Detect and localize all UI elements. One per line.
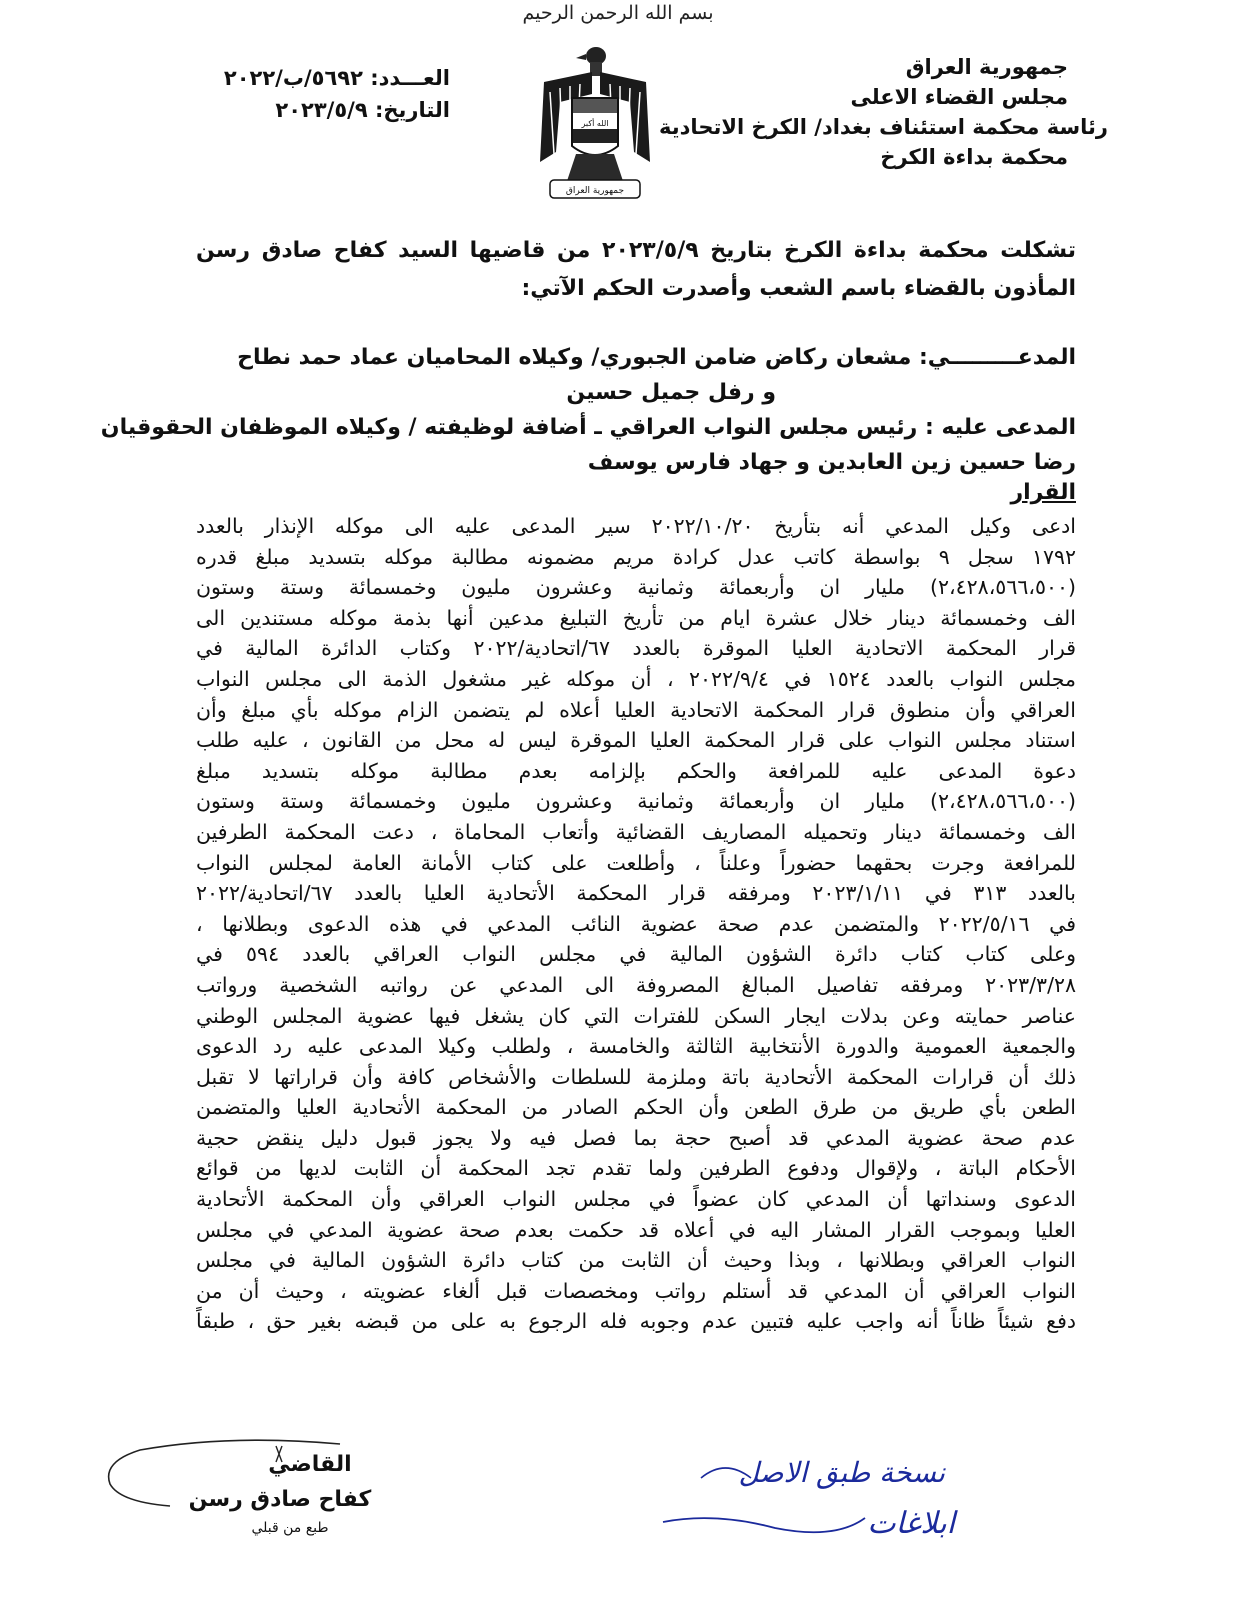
body-line: العراقي وأن منطوق قرار المحكمة الاتحادية العليا أعلاه لم يتضمن الزام موكله بأي مبلغ وأن (196, 697, 1076, 722)
judge-name: كفاح صادق رسن (188, 1487, 372, 1512)
parties-block (100, 340, 1076, 480)
body-line: استناد مجلس النواب على قرار المحكمة العليا الموقرة ليس له محل من القانون ، عليه طلب (196, 728, 1076, 753)
body-line: مجلس النواب بالعدد ١٥٢٤ في ٢٠٢٢/٩/٤ ، أن موكله غير مشغول الذمة الى مجلس النواب (196, 666, 1076, 691)
body-line: (٢،٤٢٨،٥٦٦،٥٠٠) مليار ان وأربعمائة وثمانية وعشرون مليون وخمسمائة وستة وستون (196, 789, 1076, 814)
decision-heading: القرار (1010, 480, 1076, 505)
body-line: قرار المحكمة الاتحادية العليا الموقرة بالعدد ٦٧/اتحادية/٢٠٢٢ وكتاب الدائرة المالية في (196, 636, 1076, 661)
defendant-line-continued: رضا حسين زين العابدين و جهاد فارس يوسف (587, 450, 1076, 475)
plaintiff-line-continued: و رفل جميل حسين (566, 380, 776, 405)
letterhead-judicial-council: مجلس القضاء الاعلى (850, 85, 1068, 109)
body-line: بالعدد ٣١٣ في ٢٠٢٣/١/١١ ومرفقه قرار المحكمة الأتحادية العليا بالعدد ٦٧/اتحادية/٢٠٢٢ (196, 881, 1076, 906)
judge-signature-block (140, 1448, 420, 1538)
letterhead-republic: جمهورية العراق (905, 55, 1068, 79)
letterhead-appeal-court: رئاسة محكمة استئناف بغداد/ الكرخ الاتحادية (659, 115, 1108, 139)
emblem-caption: جمهورية العراق (565, 186, 625, 196)
handwritten-notes (655, 1448, 955, 1568)
handwritten-notifications: ابلاغات (867, 1506, 955, 1541)
plaintiff-line: المدعـــــــــي: مشعان ركاض ضامن الجبوري/ وكيلاه المحاميان عماد حمد نطاح (237, 345, 1076, 370)
typed-by-note: طبع من قبلي (251, 1520, 329, 1536)
handwriting-strokes (655, 1448, 955, 1568)
body-line: وعلى كتاب كتاب دائرة الشؤون المالية في مجلس النواب العراقي بالعدد ٥٩٤ في (196, 942, 1076, 967)
decision-body (196, 511, 1076, 1337)
svg-text:الله أكبر: الله أكبر (581, 119, 609, 128)
body-line: (٢،٤٢٨،٥٦٦،٥٠٠) مليار ان وأربعمائة وثمانية وعشرون مليون وخمسمائة وستة وستون (196, 575, 1076, 600)
body-line: ادعى وكيل المدعي أنه بتأريخ ٢٠٢٢/١٠/٢٠ سير المدعى عليه الى موكله الإنذار بالعدد (196, 514, 1076, 538)
letterhead (659, 52, 1108, 172)
body-line: العليا وبموجب القرار المشار اليه في أعلاه قد حكمت بعدم صحة عضوية المدعي في مجلس (196, 1217, 1076, 1242)
body-line: الأحكام الباتة ، ولإقوال ودفوع الطرفين ولما تقدم تجد المحكمة أن الثابت لديها من قوائع (196, 1156, 1076, 1181)
body-line: دفع شيئاً ظاناً أنه واجب عليه فتبين عدم وجوبه فله الرجوع به على من قبضه بغير حق ، طبقاً (196, 1309, 1076, 1334)
defendant-line: المدعى عليه : رئيس مجلس النواب العراقي ـ أضافة لوظيفته / وكيلاه الموظفان الحقوقيان (100, 415, 1076, 440)
judgment-intro: تشكلت محكمة بداءة الكرخ بتاريخ ٢٠٢٣/٥/٩ من قاضيها السيد كفاح صادق رسن المأذون بالقضاء باسم الشعب وأصدرت الحكم الآتي: (196, 238, 1076, 301)
iraq-eagle-emblem-icon (536, 42, 654, 204)
judge-title: القاضي (268, 1452, 352, 1477)
body-line: ٢٠٢٣/٣/٢٨ ومرفقه تفاصيل المبالغ المصروفة الى المدعي عن رواتبه الشخصية ورواتب (196, 972, 1076, 997)
body-line: النواب العراقي وبطلانها ، وبذا وحيث أن الثابت من كتاب دائرة الشؤون المالية في مجلس (196, 1248, 1076, 1273)
body-line: والجمعية العمومية والدورة الأنتخابية الثالثة والخامسة ، ولطلب وكيلا المدعى عليه رد الدعوى (196, 1034, 1076, 1059)
body-line: دعوة المدعى عليه للمرافعة والحكم بإلزامه بعدم مطالبة موكله بتسديد مبلغ (196, 758, 1076, 783)
reference-date: التاريخ: ٢٠٢٣/٥/٩ (275, 98, 450, 122)
handwritten-certified-copy: نسخة طبق الاصل (738, 1456, 945, 1489)
body-line: عناصر حمايته وعن بدلات ايجار السكن للفترات التي كان يشغل فيها عضوية المجلس الوطني (196, 1003, 1076, 1028)
body-line: للمرافعة وجرت بحقهما حضوراً وعلناً ، وأطلعت على كتاب الأمانة العامة لمجلس النواب (196, 850, 1076, 875)
body-line: في ٢٠٢٢/٥/١٦ والمتضمن عدم صحة عضوية النائب المدعي في هذه الدعوى وبطلانها ، (196, 911, 1076, 936)
letterhead-first-instance-court: محكمة بداءة الكرخ (880, 145, 1068, 169)
reference-block (190, 62, 450, 126)
body-line: الطعن بأي طريق من طرق الطعن وأن الحكم الصادر من المحكمة الأتحادية العليا والمتضمن (196, 1095, 1076, 1120)
bismillah-heading: بسم الله الرحمن الرحيم (522, 2, 714, 24)
body-line: الدعوى وسنداتها أن المدعي كان عضواً في مجلس النواب العراقي وأن المحكمة الأتحادية (196, 1187, 1076, 1212)
body-line: ١٧٩٢ سجل ٩ بواسطة كاتب عدل كرادة مريم مضمونه مطالبة موكله بتسديد مبلغ قدره (196, 544, 1076, 569)
reference-number: العـــدد: ٥٦٩٢/ب/٢٠٢٢ (223, 66, 450, 90)
body-line: عدم صحة عضوية المدعي قد أصبح حجة بما فصل فيه ولا يجوز قبول دليل ينقض حجية (196, 1125, 1076, 1150)
body-line: الف وخمسمائة دينار خلال عشرة ايام من تأريخ التبليغ مدعين أنها بذمة موكله مستندين الى (196, 605, 1076, 630)
body-line: ذلك أن قرارات المحكمة الأتحادية باتة وملزمة للسلطات والأشخاص كافة وأن قراراتها لا تقبل (196, 1064, 1076, 1089)
body-line: النواب العراقي أن المدعي قد أستلم رواتب ومخصصات قبل ألغاء عضويته ، وحيث أن من (196, 1278, 1076, 1303)
body-line: الف وخمسمائة دينار وتحميله المصاريف القضائية وأتعاب المحاماة ، دعت المحكمة الطرفين (196, 819, 1076, 844)
